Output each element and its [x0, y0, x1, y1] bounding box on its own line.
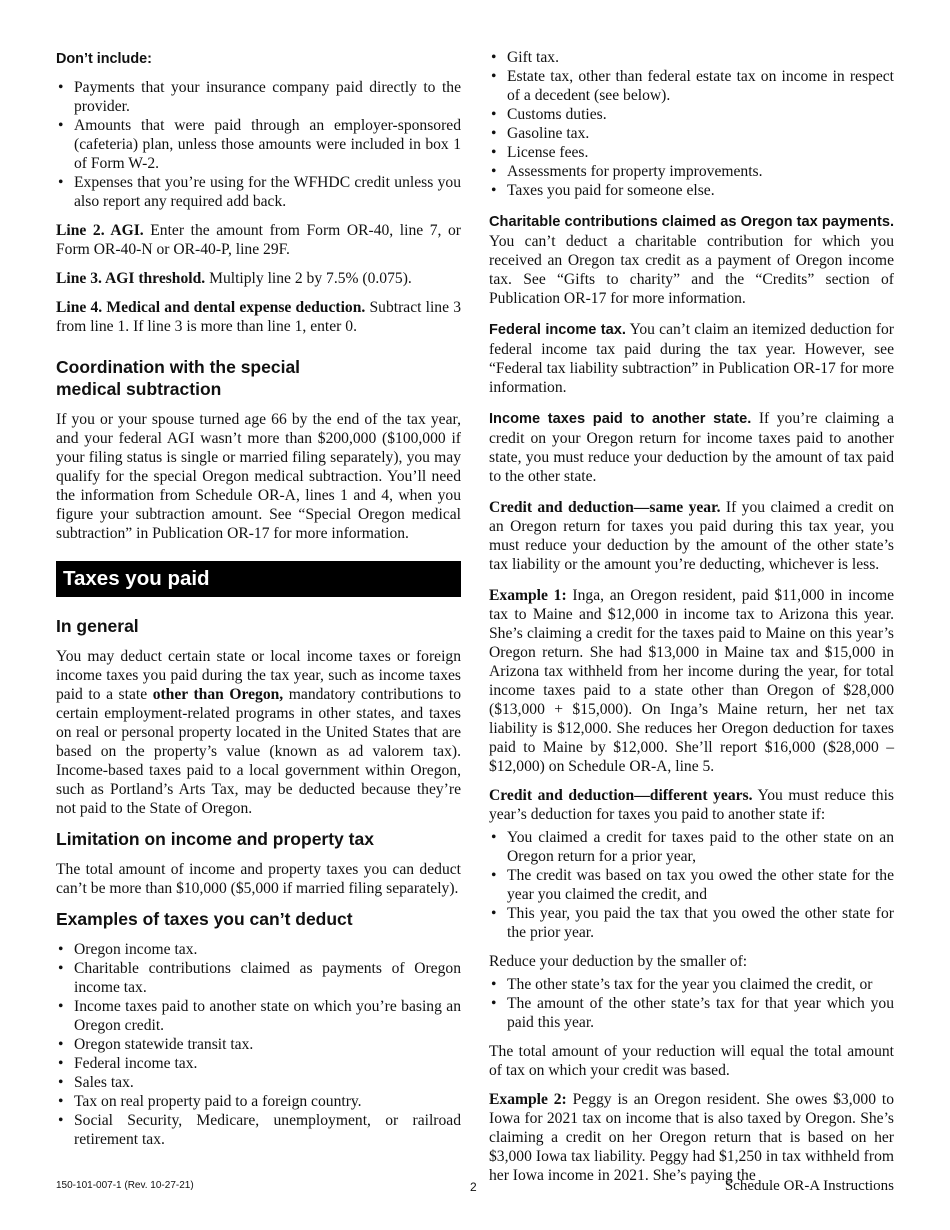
line2-text: Enter the amount from Form OR-40, line 7, or Form OR-40-N or OR-40-P, line 29F.	[56, 222, 461, 258]
coordination-heading-line1: Coordination with the special	[56, 357, 301, 377]
line3-lead: Line 3. AGI threshold.	[56, 270, 206, 287]
line3-text: Multiply line 2 by 7.5% (0.075).	[205, 270, 412, 287]
list-item: • Amounts that were paid through an employer-sponsored (cafeteria) plan, unless those amounts were included in box 1 of Form W-2.	[56, 116, 461, 173]
list-item: • Oregon statewide transit tax.	[56, 1035, 461, 1054]
different-years-paragraph	[489, 786, 894, 824]
list-item: • Social Security, Medicare, unemployment, or railroad retirement tax.	[56, 1111, 461, 1149]
list-item: • The amount of the other state’s tax for that year which you paid this year.	[489, 994, 894, 1032]
section-banner: Taxes you paid	[56, 561, 461, 597]
other-state-text: If you’re claiming a credit on your Oregon return for income taxes paid to another state, you must reduce your deduction by the amount of tax paid to the other state.	[489, 410, 894, 485]
example1-lead: Example 1:	[489, 587, 567, 604]
example2-paragraph	[489, 1090, 894, 1185]
left-column	[56, 48, 461, 1159]
list-item: • You claimed a credit for taxes paid to the other state on an Oregon return for a prior year,	[489, 828, 894, 866]
charitable-lead: Charitable contributions claimed as Oregon tax payments.	[489, 214, 894, 230]
in-general-paragraph	[56, 647, 461, 818]
list-item: • Federal income tax.	[56, 1054, 461, 1073]
other-state-paragraph	[489, 409, 894, 486]
charitable-text: You can’t deduct a charitable contribution for which you received an Oregon tax credit as a payment of Oregon income tax. See “Gifts to charity” and the “Credits” section of Publication OR-17 for more information.	[489, 233, 894, 307]
list-item: • Tax on real property paid to a foreign country.	[56, 1092, 461, 1111]
list-item: • Customs duties.	[489, 105, 894, 124]
list-item: • Assessments for property improvements.	[489, 162, 894, 181]
line4-text: Subtract line 3 from line 1. If line 3 is more than line 1, enter 0.	[56, 299, 461, 335]
same-year-lead: Credit and deduction—same year.	[489, 499, 721, 516]
list-item: • Oregon income tax.	[56, 940, 461, 959]
list-item: • Sales tax.	[56, 1073, 461, 1092]
dont-include-list	[56, 78, 461, 211]
examples-list	[56, 940, 461, 1149]
dont-include-heading: Don’t include:	[56, 51, 152, 67]
federal-text: You can’t claim an itemized deduction for federal income tax paid during the tax year. However, see “Federal tax liability subtraction” in Publication OR-17 for more information.	[489, 321, 895, 396]
line2-lead: Line 2. AGI.	[56, 222, 144, 239]
list-item: • Estate tax, other than federal estate tax on income in respect of a decedent (see below).	[489, 67, 894, 105]
list-item: • Income taxes paid to another state on which you’re basing an Oregon credit.	[56, 997, 461, 1035]
reduce-paragraph: Reduce your deduction by the smaller of:	[489, 953, 748, 970]
list-item: • This year, you paid the tax that you owed the other state for the prior year.	[489, 904, 894, 942]
same-year-paragraph	[489, 498, 894, 574]
example2-text: Peggy is an Oregon resident. She owes $3,000 to Iowa for 2021 tax on income that is also taxed by Oregon. She’s claiming a credit on her Oregon return that is based on her $3,000 Iowa tax liability. Peggy had $1,250 in tax withheld from her Iowa income in 2021. She’s paying the	[489, 1091, 894, 1184]
list-item: • Charitable contributions claimed as payments of Oregon income tax.	[56, 959, 461, 997]
same-year-text: If you claimed a credit on an Oregon return for taxes you paid during this tax year, you must reduce your deduction by the amount of the other state’s tax liability or the amount you’re deducting, whichever is less.	[489, 499, 894, 573]
in-general-heading: In general	[56, 616, 139, 636]
list-item: • The credit was based on tax you owed the other state for the year you claimed the credit, and	[489, 866, 894, 904]
document-title: Schedule OR-A Instructions	[724, 1178, 894, 1194]
list-item: • Gift tax.	[489, 48, 894, 67]
other-state-lead: Income taxes paid to another state.	[489, 411, 752, 427]
in-general-text-2: mandatory contributions to certain employment-related programs in other states, and taxes on real or personal property located in the United States that are based on the property’s value (known as ad valorem tax). Income-based taxes paid to a local government within Oregon, such as Portland’s Arts Tax, may be deducted because they’re not paid to the State of Oregon.	[56, 686, 461, 817]
different-years-text: You must reduce this year’s deduction for taxes you paid to another state if:	[489, 787, 894, 823]
different-years-lead: Credit and deduction—different years.	[489, 787, 753, 804]
list-item: • Expenses that you’re using for the WFHDC credit unless you also report any required add back.	[56, 173, 461, 211]
right-column	[489, 48, 894, 1195]
line4-paragraph	[56, 298, 461, 336]
examples-heading: Examples of taxes you can’t deduct	[56, 909, 353, 929]
in-general-bold: other than Oregon,	[152, 686, 284, 703]
list-item: • License fees.	[489, 143, 894, 162]
list-item: • Taxes you paid for someone else.	[489, 181, 894, 200]
coordination-heading	[56, 356, 461, 400]
federal-lead: Federal income tax.	[489, 322, 626, 338]
in-general-text-1: You may deduct certain state or local income taxes or foreign income taxes you paid during the tax year, such as income taxes paid to a state	[56, 648, 461, 703]
total-paragraph: The total amount of your reduction will equal the total amount of tax on which your credit was based.	[489, 1043, 894, 1079]
reduce-list	[489, 975, 894, 1032]
line3-paragraph	[56, 269, 461, 288]
list-item: • The other state’s tax for the year you claimed the credit, or	[489, 975, 894, 994]
limitation-heading: Limitation on income and property tax	[56, 829, 374, 849]
page-number: 2	[470, 1180, 477, 1194]
example1-paragraph	[489, 586, 894, 776]
examples-list-continued	[489, 48, 894, 200]
coordination-heading-line2: medical subtraction	[56, 379, 222, 399]
list-item: • Payments that your insurance company paid directly to the provider.	[56, 78, 461, 116]
example1-text: Inga, an Oregon resident, paid $11,000 in income tax to Maine and $12,000 in income tax to Arizona this year. She’s claiming a credit for the taxes paid to Maine on this year’s Oregon return. She had $13,000 in Maine tax and $15,000 in Arizona tax withheld from her income during the year, for total income taxes paid to a state other than Oregon of $28,000 ($13,000 + $15,000). On Inga’s Maine return, her net tax liability is $12,000. She reduces her Oregon deduction for taxes paid to Maine by $12,000. She’ll report $16,000 ($28,000 – $12,000) on Schedule OR-A, line 5.	[489, 587, 894, 775]
example2-lead: Example 2:	[489, 1091, 567, 1108]
coordination-paragraph: If you or your spouse turned age 66 by the end of the tax year, and your federal AGI wasn’t more than $200,000 ($100,000 if your filing status is single or married filing separately), you may qualify for the special Oregon medical subtraction. You’ll need the information from Schedule OR-A, lines 1 and 4, when you figure your subtraction amount. See “Special Oregon medical subtraction” in Publication OR-17 for more information.	[56, 411, 461, 542]
line2-paragraph	[56, 221, 461, 259]
form-number: 150-101-007-1 (Rev. 10-27-21)	[56, 1180, 194, 1191]
federal-paragraph	[489, 320, 894, 397]
charitable-paragraph	[489, 212, 894, 308]
list-item: • Gasoline tax.	[489, 124, 894, 143]
limitation-paragraph: The total amount of income and property taxes you can deduct can’t be more than $10,000 ($5,000 if married filing separately).	[56, 861, 461, 897]
line4-lead: Line 4. Medical and dental expense deduction.	[56, 299, 366, 316]
different-years-list	[489, 828, 894, 942]
